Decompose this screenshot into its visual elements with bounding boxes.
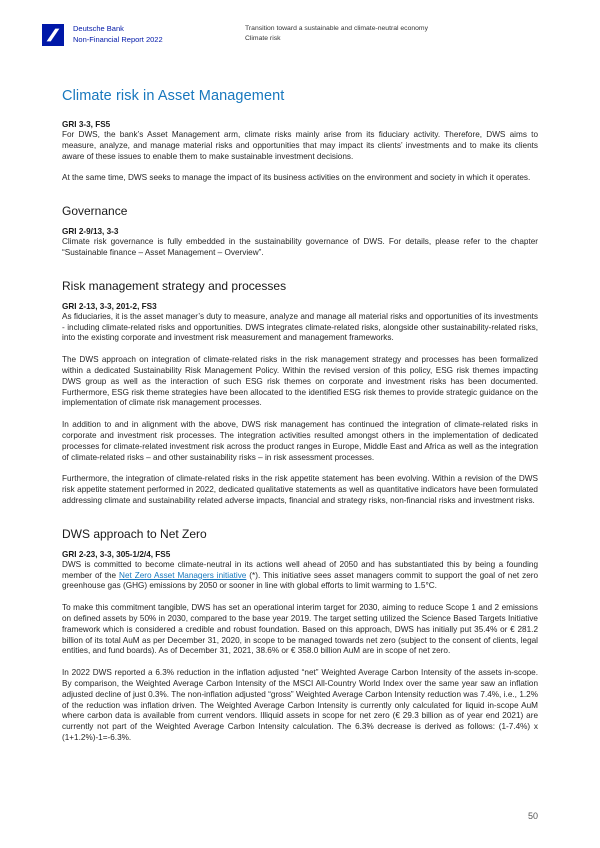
paragraph: For DWS, the bank’s Asset Management arm, climate risks mainly arise from its fiduciary activity. Therefore, DWS aims to measure, analyze, and manage material risks and opportunities that may impact its clients’ investments and to make its clients aware of these issues to enable them to make sustainable investment decisions. <box>62 130 538 161</box>
paragraph: As fiduciaries, it is the asset manager’s duty to measure, analyze and manage all material risks and opportunities of its investments - including climate-related risks and opportunities. DWS integrates climate-related risks, alongside other sustainability-related risks, into the existing corporate and investment risk measurement and management frameworks. <box>62 311 538 343</box>
context-line-2: Climate risk <box>245 34 281 42</box>
context-line-1: Transition toward a sustainable and climate-neutral economy <box>245 25 428 32</box>
page-content <box>62 88 538 744</box>
gri-label: GRI 2-13, 3-3, 201-2, FS3 <box>62 301 157 311</box>
paragraph: Furthermore, the integration of climate-related risks in the risk appetite statement has been evolving. Within a revision of the DWS risk appetite statement performed in 2022, dedicated qualitative statements as well as quantitative indicators have been formulated addressing climate and sustainability related adverse impacts, financial and strategy risks, non-financial risks and investment risks. <box>62 474 538 505</box>
section-heading-risk-management: Risk management strategy and processes <box>62 278 287 293</box>
gri-label: GRI 3-3, FS5 <box>62 120 111 129</box>
brand-line-2: Non-Financial Report 2022 <box>73 34 163 44</box>
brand-line-1: Deutsche Bank <box>73 24 124 33</box>
paragraph: Climate risk governance is fully embedded in the sustainability governance of DWS. For details, please refer to the chapter “Sustainable finance – Asset Management – Overview”. <box>62 237 538 257</box>
chapter-context <box>245 24 428 44</box>
section-heading-governance: Governance <box>62 204 128 219</box>
gri-label: GRI 2-9/13, 3-3 <box>62 227 119 237</box>
paragraph: To make this commitment tangible, DWS has set an operational interim target for 2030, aiming to reduce Scope 1 and 2 emissions on defined assets by 50% in 2030, compared to the base year 2019. The target setting utilized the Science Based Targets Initiative framework which is considered a credible and robust foundation. Based on this approach, DWS has initially put 35.4% or € 281.2 billion of its total AuM as per December 31, 2020, in scope to be managed towards net zero (subject to the consent of clients, legal entities, and fund boards). As of December 31, 2021, 38.6% or € 358.0 billion AuM are in scope of net zero. <box>62 603 538 656</box>
page-footer <box>528 806 538 824</box>
paragraph-text: DWS is committed to become climate-neutral in its actions well ahead of 2050 and has substantiated this by being a founding member of the <box>62 559 538 580</box>
deutsche-bank-logo-icon <box>42 24 64 46</box>
paragraph: At the same time, DWS seeks to manage the impact of its business activities on the environment and society in which it operates. <box>62 173 531 183</box>
page-title: Climate risk in Asset Management <box>62 88 285 104</box>
page-number: 50 <box>527 811 538 821</box>
paragraph: In 2022 DWS reported a 6.3% reduction in the inflation adjusted “net” Weighted Average Carbon Intensity of the assets in-scope. By comparison, the Weighted Average Carbon Intensity of the MSCI All-Country World Index over the same year saw an inflation adjusted decline of just 0.3%. The non-inflation adjusted “gross” Weighted Average Carbon Intensity reduction was 7.4%, i.e., 1.2% of the reduction was inflation driven. The Weighted Average Carbon Intensity is currently only calculated for liquid in-scope AuM where carbon data is available from current vendors. Illiquid assets in scope for net zero (€ 29.3 billion as of year end 2021) are currently not part of the Weighted Average Carbon Intensity calculation. The 6.3% decrease is derived as follows: (1-7.4%) x (1+1.2%)-1=-6.3%. <box>62 668 538 742</box>
gri-label: GRI 2-23, 3-3, 305-1/2/4, FS5 <box>62 549 171 559</box>
paragraph-with-link <box>62 560 538 592</box>
section-heading-net-zero: DWS approach to Net Zero <box>62 526 207 541</box>
paragraph-text: (*). This initiative sees asset managers commit to support the goal of net zero greenhouse gas (GHG) emissions by 2050 or sooner in line with global efforts to limit warming to 1.5°C. <box>62 570 539 591</box>
paragraph: In addition to and in alignment with the above, DWS risk management has continued the integration of climate-related risks in corporate and investment risk processes. The integration activities resulted amongst others in the implementation of dedicated processes for climate-related investment risk across the product ranges in Europe, Middle East and Africa as well as the integration of climate-related risks – and other sustainability risks – in risk assessment processes. <box>62 420 538 462</box>
report-brand <box>73 24 203 45</box>
net-zero-asset-managers-link[interactable]: Net Zero Asset Managers initiative <box>119 570 247 580</box>
paragraph: The DWS approach on integration of climate-related risks in the risk management strategy and processes has been formalized within a dedicated Sustainability Risk Management Policy. Within the revised version of this policy, ESG risk themes impacting DWS group as well as the interaction of such ESG risk themes on corporate and investment risks has been documented. Furthermore, ESG risk theme strategies have been allocated to the identified ESG risk themes to provide strategic guidance on the implementation of climate risk management processes. <box>62 355 538 408</box>
page-header <box>0 0 600 46</box>
